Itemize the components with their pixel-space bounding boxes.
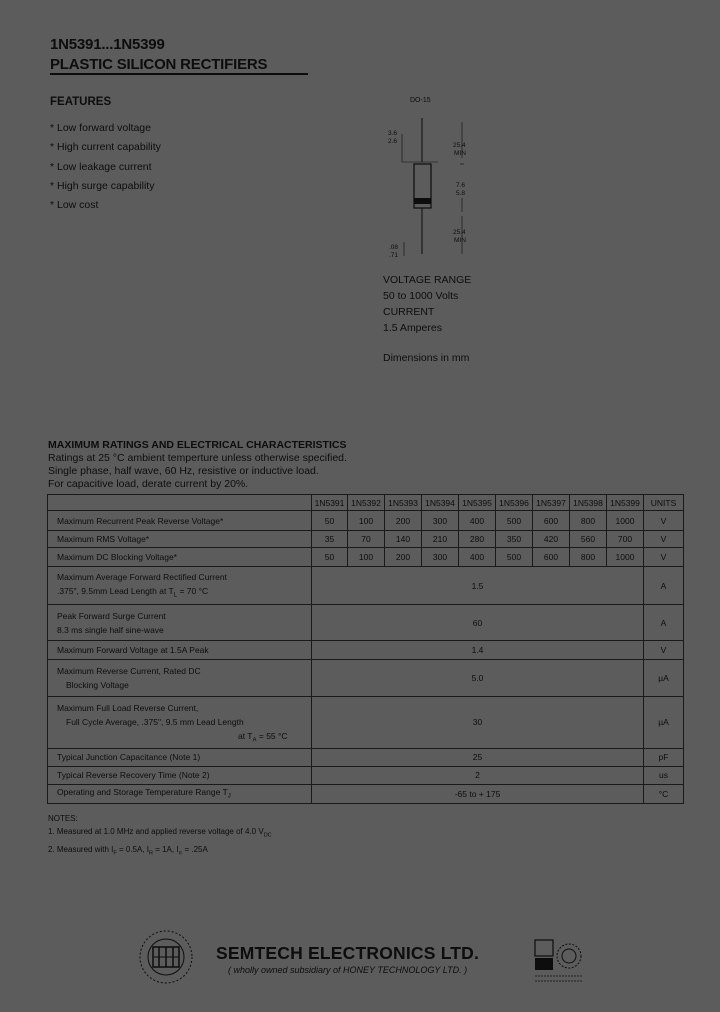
cell-value: 5.0 <box>312 660 644 697</box>
table-header-row <box>48 495 684 511</box>
cell-value: 560 <box>570 531 607 548</box>
row-label <box>48 605 312 641</box>
cell-value: 30 <box>312 697 644 749</box>
semtech-logo <box>135 928 197 986</box>
row-label <box>48 660 312 697</box>
cell-unit: V <box>644 511 684 531</box>
feature-item: * High surge capability <box>50 179 155 192</box>
dimensions-note: Dimensions in mm <box>383 352 470 364</box>
cell-unit: °C <box>644 784 684 804</box>
row-label <box>48 567 312 605</box>
row-label-line: at $T_A = 55$ °C <box>238 731 288 744</box>
cell-value: 280 <box>459 531 496 548</box>
row-label: Typical Junction Capacitance (Note 1) <box>48 748 312 766</box>
company-subsidiary: ( wholly owned subsidiary of HONEY TECHNOLOGY LTD. ) <box>228 965 468 975</box>
column-header: 1N5394 <box>422 495 459 511</box>
dim-body-bottom: 5.8 <box>456 190 466 197</box>
row-label-line: Maximum Average Forward Rectified Current <box>57 572 227 582</box>
cell-value: 800 <box>570 511 607 531</box>
cell-value: 35 <box>312 531 348 548</box>
cell-value: 210 <box>422 531 459 548</box>
company-name: SEMTECH ELECTRONICS LTD. <box>216 943 480 963</box>
cell-value: 200 <box>385 548 422 567</box>
cell-value: 500 <box>496 511 533 531</box>
table-row <box>48 511 684 531</box>
feature-item: * High current capability <box>50 141 161 154</box>
document-title: PLASTIC SILICON RECTIFIERS <box>50 56 268 73</box>
notes-heading: NOTES: <box>48 814 78 823</box>
cell-value: 800 <box>570 548 607 567</box>
specs-summary <box>383 272 471 336</box>
cell-unit: A <box>644 605 684 641</box>
voltage-range-label: VOLTAGE RANGE <box>383 274 472 286</box>
row-label-line: .375", 9.5mm Lead Length at $T_L = 70$ °C <box>57 586 209 599</box>
table-row <box>48 766 684 784</box>
cell-value: 50 <box>312 511 348 531</box>
current-value: 1.5 Amperes <box>383 322 442 334</box>
row-label-line: Maximum Reverse Current, Rated DC <box>57 666 201 676</box>
row-label: Maximum DC Blocking Voltage* <box>48 548 312 567</box>
dim-body-top: 7.6 <box>456 182 466 189</box>
column-header: 1N5395 <box>459 495 496 511</box>
cathode-band <box>414 198 431 204</box>
ratings-line: For capacitive load, derate current by 20%. <box>48 477 249 490</box>
cell-value: 350 <box>496 531 533 548</box>
row-label-line: Full Cycle Average, .375", 9.5 mm Lead Length <box>66 717 244 727</box>
dim-wire-bottom: .71 <box>389 252 399 259</box>
cell-value: 25 <box>312 748 644 766</box>
cell-unit: us <box>644 766 684 784</box>
units-header: UNITS <box>644 495 684 511</box>
cell-value: 50 <box>312 548 348 567</box>
cell-unit: µA <box>644 697 684 749</box>
row-label-line: 8.3 ms single half sine-wave <box>57 625 164 635</box>
cell-value: 400 <box>459 511 496 531</box>
dim-lead-dia-bottom: 2.6 <box>388 138 398 145</box>
note-item: 1. Measured at 1.0 MHz and applied reverse voltage of 4.0 $V_{DC}$ <box>48 827 272 839</box>
table-row <box>48 605 684 641</box>
ratings-line: Single phase, half wave, 60 Hz, resistive or inductive load. <box>48 464 319 477</box>
dim-lead-len-top-min: MIN <box>454 150 466 157</box>
package-label: DO-15 <box>410 97 431 104</box>
column-header: 1N5396 <box>496 495 533 511</box>
feature-item: * Low leakage current <box>50 160 152 173</box>
ratings-heading: MAXIMUM RATINGS AND ELECTRICAL CHARACTERISTICS <box>48 439 347 451</box>
notes <box>48 812 272 860</box>
features-heading: FEATURES <box>50 96 112 108</box>
table-row <box>48 660 684 697</box>
cell-unit: V <box>644 531 684 548</box>
cell-value: 400 <box>459 548 496 567</box>
cell-value: 600 <box>533 511 570 531</box>
table-row <box>48 641 684 660</box>
cell-value: 1.4 <box>312 641 644 660</box>
feature-item: * Low cost <box>50 199 99 212</box>
dim-lead-len-top: 25.4 <box>453 142 466 149</box>
cell-unit: A <box>644 567 684 605</box>
diode-package-drawing <box>380 104 490 264</box>
part-number-title: 1N5391...1N5399 <box>50 36 165 53</box>
ratings-table <box>47 494 683 804</box>
cell-unit: pF <box>644 748 684 766</box>
dim-lead-len-bottom-min: MIN <box>454 237 466 244</box>
cell-value: 200 <box>385 511 422 531</box>
table-row <box>48 531 684 548</box>
column-header: 1N5392 <box>348 495 385 511</box>
column-header: 1N5391 <box>312 495 348 511</box>
dim-wire-top: .08 <box>389 244 399 251</box>
table-header-blank <box>48 495 312 511</box>
table-row <box>48 548 684 567</box>
ratings-line: Ratings at 25 °C ambient temperture unless otherwise specified. <box>48 452 347 464</box>
current-label: CURRENT <box>383 306 435 318</box>
cell-value: 1000 <box>607 548 644 567</box>
table-row <box>48 784 684 804</box>
certification-logo <box>532 936 584 986</box>
row-label: Maximum RMS Voltage* <box>48 531 312 548</box>
row-label: Operating and Storage Temperature Range $T_J$ <box>48 784 312 804</box>
cell-value: 1.5 <box>312 567 644 605</box>
row-label: Typical Reverse Recovery Time (Note 2) <box>48 766 312 784</box>
row-label-line: Blocking Voltage <box>66 680 129 690</box>
cell-value: 300 <box>422 548 459 567</box>
title-underline <box>50 73 308 75</box>
column-header: 1N5399 <box>607 495 644 511</box>
cell-value: -65 to + 175 <box>312 784 644 804</box>
cell-value: 600 <box>533 548 570 567</box>
column-header: 1N5397 <box>533 495 570 511</box>
features-list <box>50 119 161 215</box>
ratings-conditions <box>48 452 347 490</box>
column-header: 1N5393 <box>385 495 422 511</box>
cell-value: 100 <box>348 511 385 531</box>
row-label-line: Peak Forward Surge Current <box>57 611 166 621</box>
cell-value: 420 <box>533 531 570 548</box>
note-item: 2. Measured with $I_F = 0.5A$, $I_R = 1A$, $I_{rr} = .25A$ <box>48 844 208 857</box>
row-label: Maximum Recurrent Peak Reverse Voltage* <box>48 511 312 531</box>
cell-unit: µA <box>644 660 684 697</box>
column-header: 1N5398 <box>570 495 607 511</box>
table-row <box>48 748 684 766</box>
cell-unit: V <box>644 641 684 660</box>
row-label <box>48 697 312 749</box>
dim-lead-dia-top: 3.6 <box>388 130 398 137</box>
feature-item: * Low forward voltage <box>50 122 151 134</box>
cell-value: 70 <box>348 531 385 548</box>
row-label-line: Maximum Full Load Reverse Current, <box>57 703 199 713</box>
cell-value: 2 <box>312 766 644 784</box>
dim-lead-len-bottom: 25.4 <box>453 229 466 236</box>
cell-value: 500 <box>496 548 533 567</box>
voltage-range-value: 50 to 1000 Volts <box>383 290 459 302</box>
cell-value: 700 <box>607 531 644 548</box>
cell-value: 1000 <box>607 511 644 531</box>
cell-value: 100 <box>348 548 385 567</box>
cell-value: 140 <box>385 531 422 548</box>
row-label: Maximum Forward Voltage at 1.5A Peak <box>48 641 312 660</box>
table-row <box>48 697 684 749</box>
cell-unit: V <box>644 548 684 567</box>
cell-value: 60 <box>312 605 644 641</box>
table-row <box>48 567 684 605</box>
cell-value: 300 <box>422 511 459 531</box>
